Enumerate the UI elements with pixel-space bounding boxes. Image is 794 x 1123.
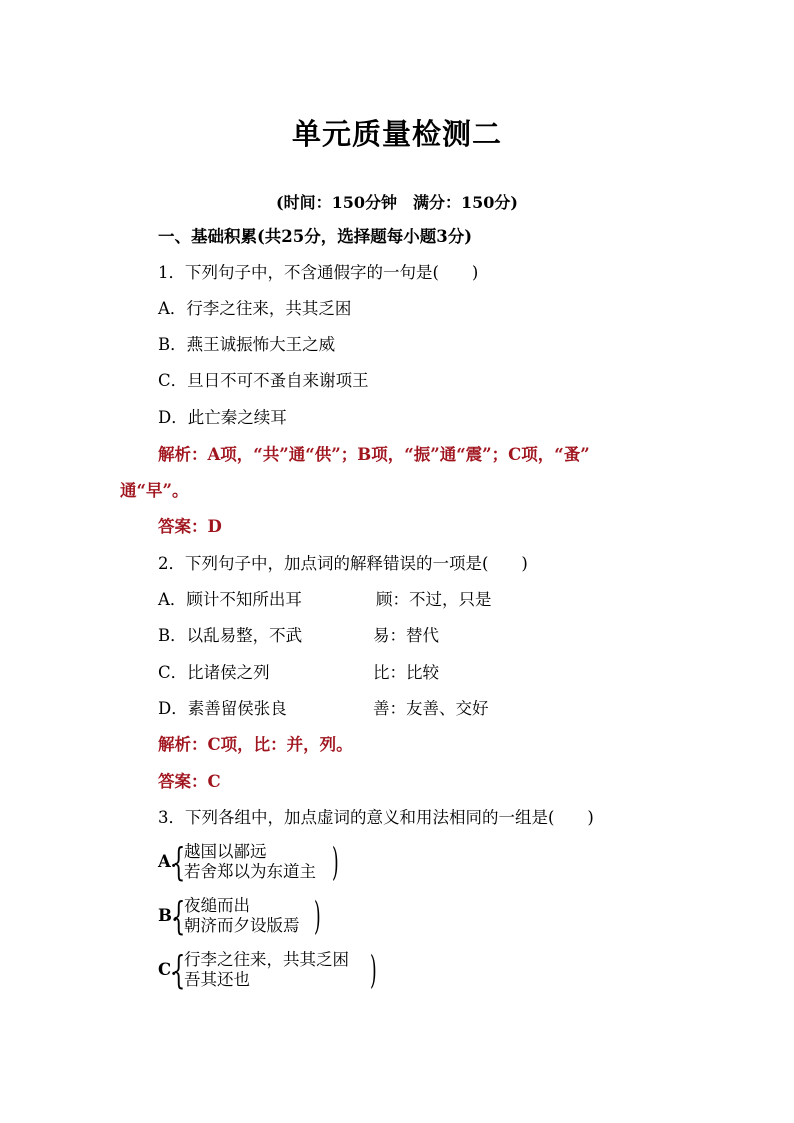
option-row: 朝济而夕设版焉: [184, 916, 300, 935]
option-text: D．素善留侯张良: [158, 699, 287, 718]
option-text: C．比诸侯之列: [158, 663, 270, 682]
question-3-stem: 3．下列各组中，加点虚词的意义和用法相同的一组是( ): [158, 808, 594, 827]
option-row: 吾其还也: [184, 970, 250, 989]
q1-analysis-cont: 通“早”。: [120, 481, 189, 500]
answer-label: 答案: [158, 517, 191, 536]
q2-option-c: [158, 662, 439, 684]
q2-analysis: [158, 734, 353, 756]
q1-option-c: C．旦日不可不蚤自来谢项王: [158, 371, 369, 390]
analysis-text: ：C项，比：并，列。: [191, 735, 353, 754]
option-row: 若舍郑以为东道主: [184, 862, 316, 881]
q1-option-a: A．行李之往来，共其乏困: [158, 299, 352, 318]
option-text: A．顾计不知所出耳: [158, 590, 302, 609]
question-1-stem: 1．下列句子中，不含通假字的一句是( ): [158, 263, 479, 282]
analysis-label: 解析: [158, 445, 191, 464]
exam-meta: (时间：150分钟 满分：150分): [276, 193, 518, 212]
analysis-text: ：A项，“共”通“供”；B项，“振”通“震”；C项，“蚤”: [191, 445, 590, 464]
option-label: C.: [158, 960, 177, 979]
left-brace: {: [172, 948, 186, 992]
right-paren: ): [314, 894, 321, 938]
answer-value: ：D: [191, 517, 222, 536]
right-paren: ): [370, 948, 377, 992]
q2-answer: [158, 771, 221, 793]
option-text: B．以乱易整，不武: [158, 626, 303, 645]
left-brace: {: [172, 840, 186, 884]
option-label: A.: [158, 852, 177, 871]
analysis-label: 解析: [158, 735, 191, 754]
q2-option-b: [158, 625, 439, 647]
answer-label: 答案: [158, 772, 191, 791]
right-paren: ): [332, 840, 339, 884]
q1-analysis: [158, 444, 590, 466]
option-gloss: 顾：不过，只是: [376, 590, 492, 609]
q1-option-b: B．燕王诚振怖大王之威: [158, 335, 336, 354]
option-label: B.: [158, 906, 178, 925]
option-gloss: 比：比较: [373, 663, 439, 682]
document-title: 单元质量检测二: [291, 117, 502, 151]
q1-answer: [158, 516, 222, 538]
q2-option-d: [158, 698, 489, 720]
left-brace: {: [172, 894, 186, 938]
answer-value: ：C: [191, 772, 221, 791]
question-2-stem: 2．下列句子中，加点词的解释错误的一项是( ): [158, 554, 528, 573]
option-row: 越国以鄙远: [184, 842, 267, 861]
option-gloss: 善：友善、交好: [373, 699, 489, 718]
option-row: 行李之往来，共其乏困: [184, 950, 349, 969]
q2-option-a: [158, 589, 492, 611]
option-gloss: 易：替代: [373, 626, 439, 645]
section-heading: 一、基础积累(共25分，选择题每小题3分): [158, 227, 473, 246]
option-row: 夜缒而出: [184, 896, 250, 915]
q1-option-d: D．此亡秦之续耳: [158, 408, 287, 427]
